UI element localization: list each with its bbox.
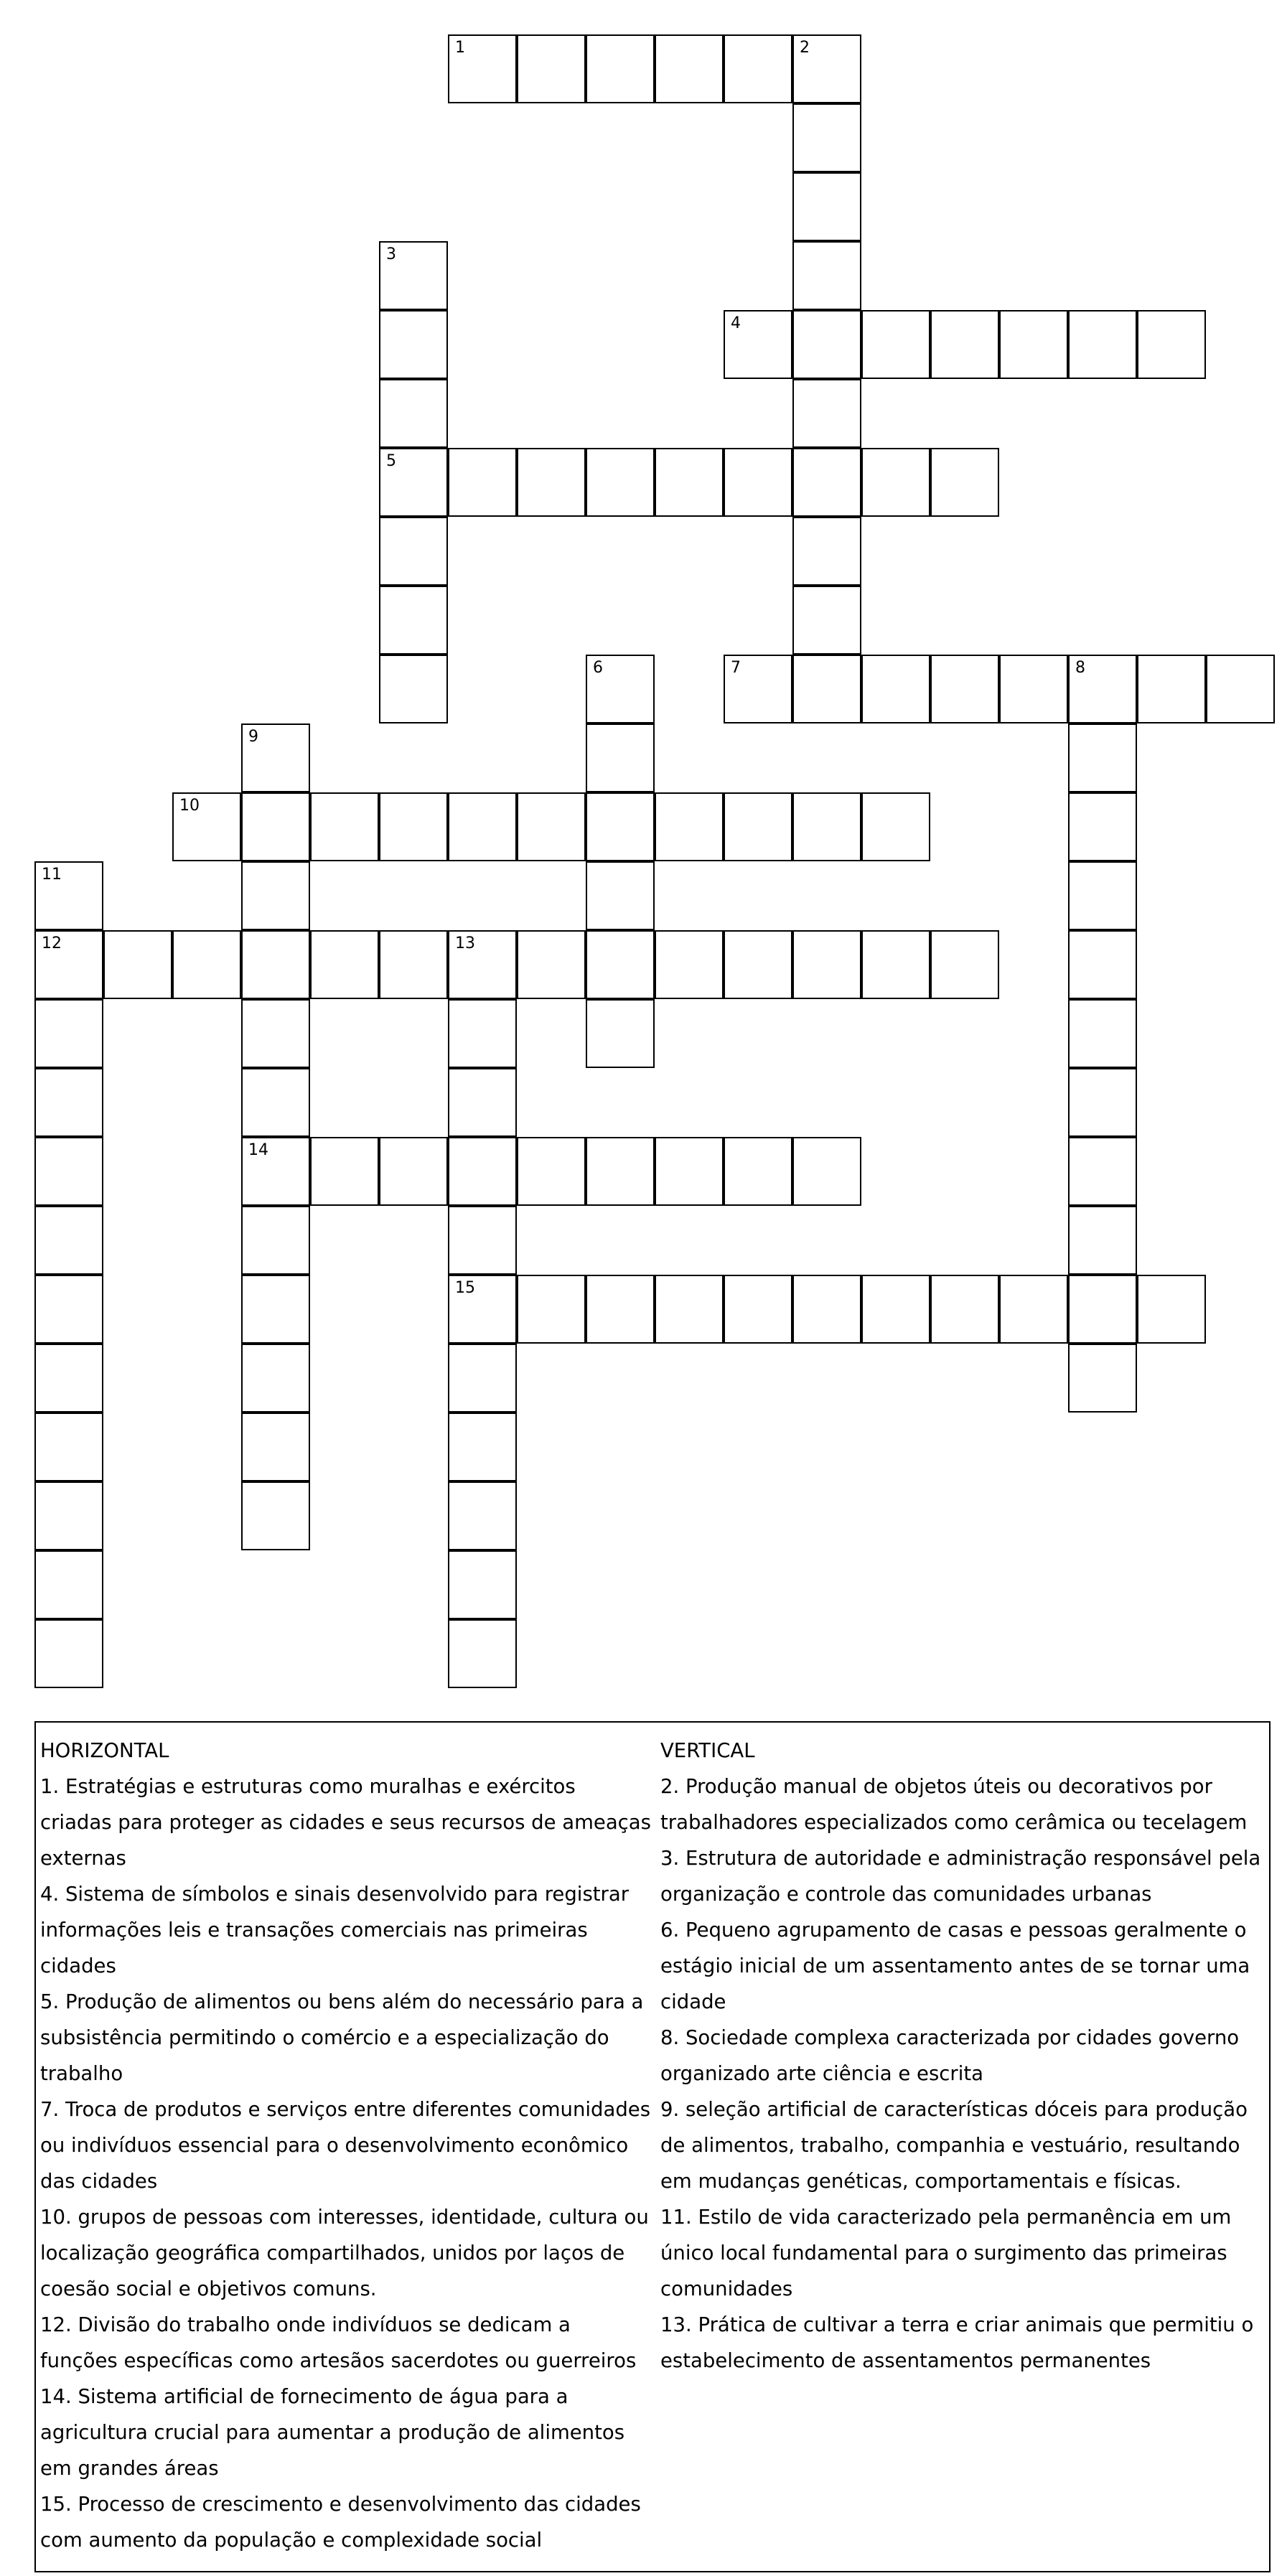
grid-cell[interactable] [999, 655, 1068, 723]
grid-cell[interactable] [586, 655, 655, 723]
grid-cell[interactable] [586, 861, 655, 930]
grid-cell[interactable] [724, 310, 792, 379]
grid-cell[interactable] [930, 930, 999, 999]
grid-cell[interactable] [241, 792, 310, 861]
grid-cell[interactable] [1068, 861, 1137, 930]
clue-number: 14 [248, 1141, 268, 1159]
grid-cell[interactable] [379, 517, 448, 586]
across-clue: 14. Sistema artificial de fornecimento de água para a agricultura crucial para aumentar a produção de alimentos em grandes áreas [40, 2385, 625, 2480]
grid-cell[interactable] [792, 586, 861, 655]
clue-number: 6 [593, 659, 603, 677]
grid-cell[interactable] [34, 1344, 103, 1413]
grid-cell[interactable] [586, 1275, 655, 1344]
grid-cell[interactable] [34, 1137, 103, 1206]
grid-cell[interactable] [930, 310, 999, 379]
grid-cell[interactable] [930, 1275, 999, 1344]
grid-cell[interactable] [792, 34, 861, 103]
grid-cell[interactable] [379, 792, 448, 861]
clue-number: 10 [179, 797, 200, 815]
grid-cell[interactable] [792, 379, 861, 448]
grid-cell[interactable] [448, 1619, 517, 1688]
grid-cell[interactable] [448, 1344, 517, 1413]
grid-cell[interactable] [1068, 1344, 1137, 1413]
grid-cell[interactable] [792, 103, 861, 172]
across-clue: 5. Produção de alimentos ou bens além do necessário para a subsistência permitindo o comércio e a especialização do trabalho [40, 1990, 644, 2085]
down-clue: 3. Estrutura de autoridade e administração responsável pela organização e controle das comunidades urbanas [660, 1847, 1261, 1906]
grid-cell[interactable] [1206, 655, 1275, 723]
grid-cell[interactable] [792, 172, 861, 241]
grid-cell[interactable] [724, 1137, 792, 1206]
grid-cell[interactable] [792, 517, 861, 586]
grid-cell[interactable] [34, 1206, 103, 1275]
grid-cell[interactable] [172, 792, 241, 861]
grid-cell[interactable] [655, 930, 724, 999]
down-clue: 13. Prática de cultivar a terra e criar animais que permitiu o estabelecimento de assentamentos permanentes [660, 2313, 1254, 2372]
grid-cell[interactable] [448, 1413, 517, 1481]
grid-cell[interactable] [1068, 999, 1137, 1068]
grid-cell[interactable] [172, 930, 241, 999]
grid-cell[interactable] [448, 999, 517, 1068]
grid-cell[interactable] [34, 930, 103, 999]
grid-cell[interactable] [241, 861, 310, 930]
down-clue: 2. Produção manual de objetos úteis ou decorativos por trabalhadores especializados como cerâmica ou tecelagem [660, 1775, 1248, 1834]
grid-cell[interactable] [103, 930, 172, 999]
grid-cell[interactable] [1068, 930, 1137, 999]
grid-cell[interactable] [517, 34, 586, 103]
grid-cell[interactable] [861, 930, 930, 999]
grid-cell[interactable] [310, 930, 379, 999]
grid-cell[interactable] [1068, 1275, 1137, 1344]
grid-cell[interactable] [792, 1137, 861, 1206]
grid-cell[interactable] [792, 1275, 861, 1344]
grid-cell[interactable] [792, 241, 861, 310]
grid-cell[interactable] [448, 1137, 517, 1206]
grid-cell[interactable] [241, 1344, 310, 1413]
clue-number: 7 [731, 659, 741, 677]
grid-cell[interactable] [34, 999, 103, 1068]
grid-cell[interactable] [517, 792, 586, 861]
grid-cell[interactable] [34, 1481, 103, 1550]
grid-cell[interactable] [1137, 310, 1206, 379]
grid-cell[interactable] [517, 930, 586, 999]
grid-cell[interactable] [655, 34, 724, 103]
grid-cell[interactable] [792, 792, 861, 861]
grid-cell[interactable] [379, 930, 448, 999]
grid-cell[interactable] [241, 723, 310, 792]
grid-cell[interactable] [724, 792, 792, 861]
across-heading: HORIZONTAL [40, 1739, 169, 1762]
grid-cell[interactable] [310, 792, 379, 861]
grid-cell[interactable] [241, 1275, 310, 1344]
down-clue: 6. Pequeno agrupamento de casas e pessoas geralmente o estágio inicial de um assentamento antes de se tornar uma cidade [660, 1919, 1250, 2013]
grid-cell[interactable] [448, 930, 517, 999]
clue-number: 3 [386, 245, 396, 263]
grid-cell[interactable] [586, 792, 655, 861]
grid-cell[interactable] [448, 1068, 517, 1137]
grid-cell[interactable] [724, 930, 792, 999]
grid-cell[interactable] [379, 586, 448, 655]
grid-cell[interactable] [861, 310, 930, 379]
grid-cell[interactable] [724, 1275, 792, 1344]
grid-cell[interactable] [586, 999, 655, 1068]
grid-cell[interactable] [930, 448, 999, 517]
clue-number: 2 [800, 39, 810, 57]
clue-number: 1 [455, 39, 465, 57]
grid-cell[interactable] [1068, 1068, 1137, 1137]
grid-cell[interactable] [1137, 655, 1206, 723]
grid-cell[interactable] [448, 1275, 517, 1344]
down-clues [660, 1733, 1268, 2379]
clue-number: 12 [42, 935, 62, 952]
across-clue: 15. Processo de crescimento e desenvolvimento das cidades com aumento da população e complexidade social [40, 2493, 641, 2552]
grid-cell[interactable] [1068, 655, 1137, 723]
grid-cell[interactable] [448, 1206, 517, 1275]
down-clue: 11. Estilo de vida caracterizado pela permanência em um único local fundamental para o surgimento das primeiras comunidades [660, 2206, 1232, 2300]
grid-cell[interactable] [861, 1275, 930, 1344]
grid-cell[interactable] [448, 792, 517, 861]
grid-cell[interactable] [1068, 310, 1137, 379]
grid-cell[interactable] [1068, 792, 1137, 861]
grid-cell[interactable] [792, 310, 861, 379]
grid-cell[interactable] [861, 792, 930, 861]
grid-cell[interactable] [517, 448, 586, 517]
grid-cell[interactable] [792, 655, 861, 723]
clues-panel [34, 1721, 1271, 2572]
clue-number: 4 [731, 314, 741, 332]
grid-cell[interactable] [517, 1275, 586, 1344]
clue-number: 9 [248, 728, 258, 746]
down-clue: 9. seleção artificial de características dóceis para produção de alimentos, trabalho, companhia e vestuário, resultando em mudanças genéticas, comportamentais e físicas. [660, 2098, 1248, 2193]
grid-cell[interactable] [379, 448, 448, 517]
grid-cell[interactable] [655, 1275, 724, 1344]
grid-cell[interactable] [34, 1550, 103, 1619]
grid-cell[interactable] [379, 310, 448, 379]
down-heading: VERTICAL [660, 1739, 755, 1762]
grid-cell[interactable] [379, 241, 448, 310]
grid-cell[interactable] [241, 1206, 310, 1275]
grid-cell[interactable] [655, 792, 724, 861]
grid-cell[interactable] [379, 1137, 448, 1206]
clue-number: 13 [455, 935, 475, 952]
grid-cell[interactable] [448, 1550, 517, 1619]
grid-cell[interactable] [999, 1275, 1068, 1344]
grid-cell[interactable] [241, 930, 310, 999]
grid-cell[interactable] [241, 1413, 310, 1481]
clue-number: 5 [386, 452, 396, 470]
grid-cell[interactable] [379, 655, 448, 723]
grid-cell[interactable] [310, 1137, 379, 1206]
grid-cell[interactable] [34, 1275, 103, 1344]
grid-cell[interactable] [241, 1137, 310, 1206]
grid-cell[interactable] [517, 1137, 586, 1206]
grid-cell[interactable] [586, 34, 655, 103]
grid-cell[interactable] [792, 448, 861, 517]
grid-cell[interactable] [586, 930, 655, 999]
grid-cell[interactable] [999, 310, 1068, 379]
grid-cell[interactable] [241, 1481, 310, 1550]
across-clues [40, 1733, 652, 2558]
grid-cell[interactable] [861, 448, 930, 517]
grid-cell[interactable] [724, 34, 792, 103]
grid-cell[interactable] [448, 34, 517, 103]
across-clue: 10. grupos de pessoas com interesses, identidade, cultura ou localização geográfica compartilhados, unidos por laços de coesão social e objetivos comuns. [40, 2206, 649, 2300]
grid-cell[interactable] [586, 1137, 655, 1206]
clue-number: 8 [1075, 659, 1085, 677]
grid-cell[interactable] [861, 655, 930, 723]
grid-cell[interactable] [655, 1137, 724, 1206]
grid-cell[interactable] [1137, 1275, 1206, 1344]
grid-cell[interactable] [448, 1481, 517, 1550]
grid-cell[interactable] [586, 448, 655, 517]
across-clue: 1. Estratégias e estruturas como muralhas e exércitos criadas para proteger as cidades e seus recursos de ameaças externas [40, 1775, 651, 1870]
grid-cell[interactable] [34, 1413, 103, 1481]
grid-cell[interactable] [34, 861, 103, 930]
grid-cell[interactable] [930, 655, 999, 723]
grid-cell[interactable] [724, 655, 792, 723]
grid-cell[interactable] [241, 999, 310, 1068]
across-clue: 12. Divisão do trabalho onde indivíduos se dedicam a funções específicas como artesãos sacerdotes ou guerreiros [40, 2313, 637, 2372]
grid-cell[interactable] [1068, 723, 1137, 792]
grid-cell[interactable] [586, 723, 655, 792]
grid-cell[interactable] [34, 1619, 103, 1688]
clue-number: 15 [455, 1279, 475, 1297]
across-clue: 7. Troca de produtos e serviços entre diferentes comunidades ou indivíduos essencial para o desenvolvimento econômico das cidades [40, 2098, 651, 2193]
across-clue: 4. Sistema de símbolos e sinais desenvolvido para registrar informações leis e transações comerciais nas primeiras cidades [40, 1883, 630, 1977]
grid-cell[interactable] [655, 448, 724, 517]
grid-cell[interactable] [448, 448, 517, 517]
grid-cell[interactable] [241, 1068, 310, 1137]
grid-cell[interactable] [1068, 1206, 1137, 1275]
grid-cell[interactable] [1068, 1137, 1137, 1206]
clue-number: 11 [42, 866, 62, 884]
grid-cell[interactable] [379, 379, 448, 448]
grid-cell[interactable] [34, 1068, 103, 1137]
grid-cell[interactable] [724, 448, 792, 517]
down-clue: 8. Sociedade complexa caracterizada por cidades governo organizado arte ciência e escrita [660, 2026, 1240, 2085]
grid-cell[interactable] [792, 930, 861, 999]
